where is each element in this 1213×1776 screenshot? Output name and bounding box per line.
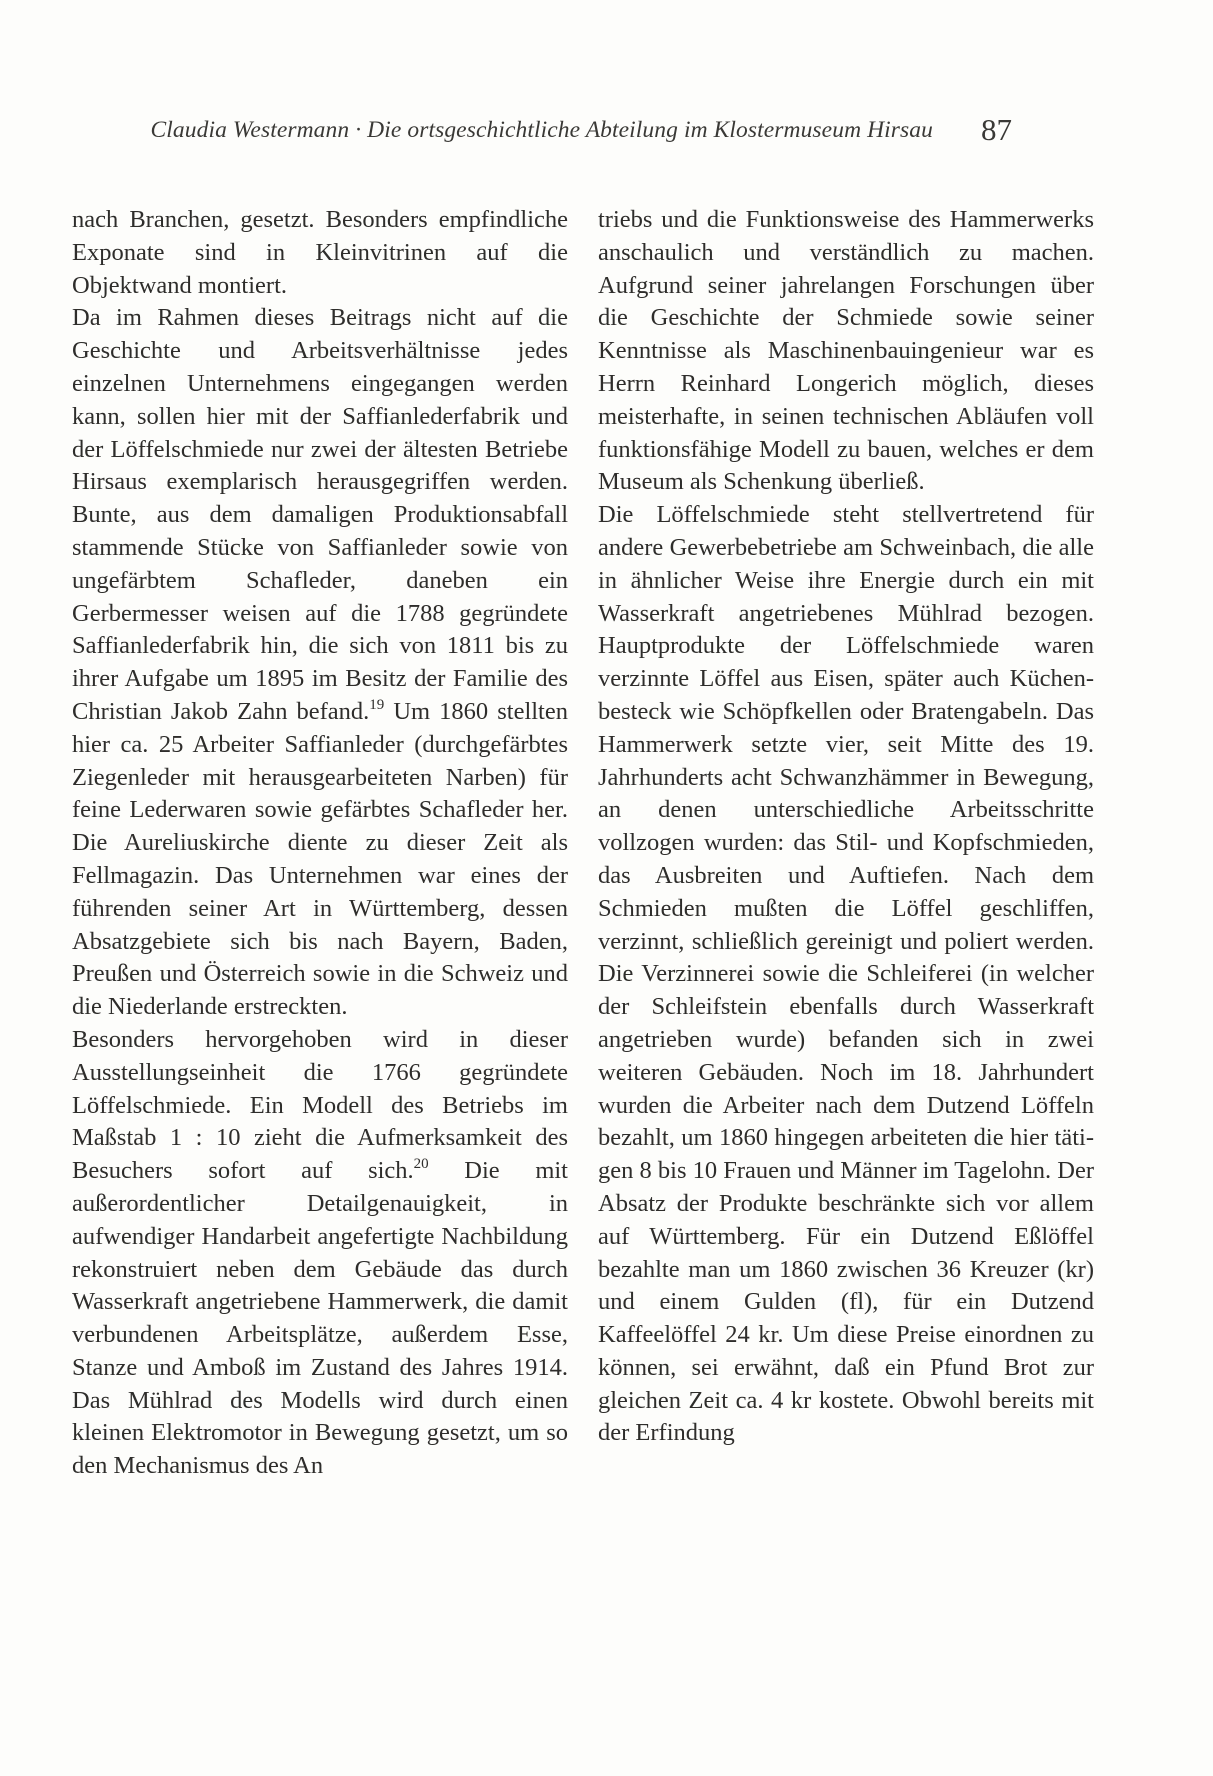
paragraph-text: Um 1860 stellten hier ca. 25 Arbeiter Saffianleder (durchgefärbtes Ziegenleder mit herausgearbeiteten Narben) für feine Lederwaren sowie gefärbtes Schafleder her. Die Aureliuskirche diente zu dieser Zeit als Fellmagazin. Das Unternehmen war eines der führenden seiner Art in Württemberg, dessen Absatzgebiete sich bis nach Bayern, Baden, Preußen und Österreich sowie in die Schweiz und die Niederlande erstreckten. — [72, 697, 568, 1021]
paragraph-text: Da im Rahmen dieses Beitrags nicht auf die Geschichte und Arbeitsverhältnisse jedes einzelnen Unternehmens eingegangen werden kann, sollen hier mit der Saffianlederfabrik und der Löffelschmiede nur zwei der ältesten Betriebe Hirsaus exemplarisch herausgegriffen werden. Bunte, aus dem damaligen Produktionsabfall stammende Stücke von Saffianleder sowie von ungefärbtem Schafleder, daneben ein Gerbermesser weisen auf die 1788 gegründete Saffianlederfabrik hin, die sich von 1811 bis zu ihrer Aufgabe um 1895 im Besitz der Familie des Christian Jakob Zahn befand. — [72, 304, 568, 725]
paragraph — [598, 204, 1094, 499]
right-column — [598, 204, 1094, 1450]
left-column — [72, 204, 568, 1483]
footnote-marker[interactable]: 19 — [369, 696, 385, 713]
paragraph-text: nach Branchen, gesetzt. Besonders empfindliche Exponate sind in Kleinvitrinen auf die Objektwand montiert. — [72, 206, 568, 299]
paragraph-text: Die mit außerordentlicher Detailgenauigkeit, in aufwendiger Handarbeit angefertigte Nachbildung rekonstruiert neben dem Gebäude das durch Wasserkraft angetriebene Hammerwerk, die damit verbundenen Arbeitsplätze, außerdem Esse, Stanze und Amboß im Zustand des Jahres 1914. Das Mühlrad des Modells wird durch einen kleinen Elektromotor in Bewegung gesetzt, um so den Mechanismus des An — [72, 1157, 568, 1480]
paragraph — [72, 204, 568, 302]
running-title: Claudia Westermann · Die ortsgeschichtliche Abteilung im Klostermuseum Hirsau — [150, 117, 933, 143]
footnote-marker[interactable]: 20 — [413, 1155, 429, 1172]
paragraph-text: Besonders hervorgehoben wird in dieser Ausstellungseinheit die 1766 gegründete Löffelschmiede. Ein Modell des Betriebs im Maßstab 1 : 10 zieht die Aufmerksamkeit des Besuchers sofort auf sich. — [72, 1025, 568, 1185]
paragraph-text: Die Löffelschmiede steht stellvertretend für andere Gewerbebetriebe am Schweinbach, die alle in ähnlicher Weise ihre Energie durch ein mit Wasserkraft angetriebenes Mühlrad bezogen. Hauptprodukte der Löffelschmiede waren verzinnte Löffel aus Eisen, später auch Küchenbesteck wie Schöpfkellen oder Bratengabeln. Das Hammerwerk setzte vier, seit Mitte des 19. Jahrhunderts acht Schwanzhämmer in Bewegung, an denen unterschiedliche Arbeitsschritte vollzogen wurden: das Stil- und Kopfschmieden, das Ausbreiten und Auftiefen. Nach dem Schmieden mußten die Löffel geschliffen, verzinnt, schließlich gereinigt und poliert werden. Die Verzinnerei sowie die Schleiferei (in welcher der Schleifstein ebenfalls durch Wasserkraft angetrieben wurde) befanden sich in zwei weiteren Gebäuden. Noch im 18. Jahrhundert wurden die Arbeiter nach dem Dutzend Löffeln bezahlt, um 1860 hingegen arbeiteten die hier tätigen 8 bis 10 Frauen und Männer im Tagelohn. Der Absatz der Produkte beschränkte sich vor allem auf Württemberg. Für ein Dutzend Eßlöffel bezahlte man um 1860 zwischen 36 Kreuzer (kr) und einem Gulden (fl), für ein Dutzend Kaffeelöffel 24 kr. Um diese Preise einordnen zu können, sei erwähnt, daß ein Pfund Brot zur gleichen Zeit ca. 4 kr kostete. Obwohl bereits mit der Erfindung — [598, 501, 1094, 1447]
paragraph-text: triebs und die Funktionsweise des Hammerwerks anschaulich und verständlich zu machen. Aufgrund seiner jahrelangen Forschungen über die Geschichte der Schmiede sowie seiner Kenntnisse als Maschinenbauingenieur war es Herrn Reinhard Longerich möglich, dieses meisterhafte, in seinen technischen Abläufen voll funktionsfähige Modell zu bauen, welches er dem Museum als Schenkung überließ. — [598, 206, 1094, 496]
paragraph — [598, 499, 1094, 1450]
running-head — [150, 112, 1012, 148]
page-number: 87 — [981, 112, 1012, 147]
paragraph — [72, 302, 568, 1024]
paragraph — [72, 1024, 568, 1483]
